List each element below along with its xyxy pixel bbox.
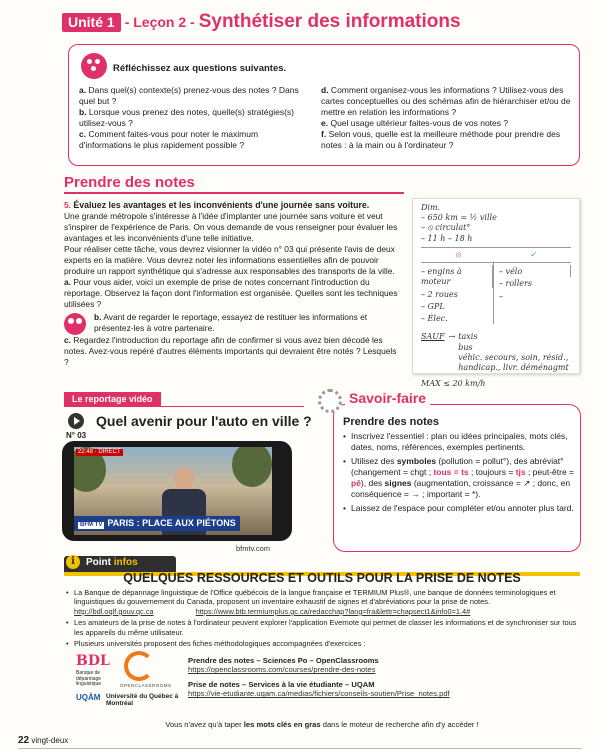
reflection-box [68,44,580,166]
notes-item: taxis [458,332,478,342]
resources-list [66,588,580,651]
page-title: Synthétiser des informations [198,11,461,32]
resource-link[interactable]: https://www.btb.termiumplus.gc.ca/redacchap?lang=fra&lettr=chapsect1&info0=1.4# [195,606,471,616]
resource-item: • Plusieurs universités proposent des fiches méthodologiques accompagnées d'exercices : [66,639,580,648]
openclassrooms-logo [124,651,154,681]
video-thumbnail[interactable] [62,441,292,541]
reference-title: Prendre des notes – Sciences Po – OpenClassrooms [188,656,379,665]
search-tip: Vous n'avez qu'à taper les mots clés en gras dans le moteur de recherche afin d'y accéder ! [165,720,479,729]
bdl-logo-caption: Banque de dépannage linguistique [76,670,102,687]
section-title: Prendre des notes [64,174,195,191]
notes-columns [421,262,571,324]
notes-item: – 2 roues [421,289,458,299]
info-icon: i [66,555,80,569]
point-infos-label: Point infos [86,557,138,568]
video-screen [74,447,272,535]
video-number: N° 03 [66,431,87,440]
video-section-label: Le reportage vidéo [64,392,161,407]
notes-item: bus [458,342,473,352]
bdl-logo: BDL [76,653,110,669]
lesson-header [62,10,461,33]
notes-symbols [421,247,571,260]
reference-link[interactable]: https://openclassrooms.com/courses/prendre-des-notes [188,665,376,675]
question-b: b. Lorsque vous prenez des notes, quelle(s) stratégies(s) utilisez-vous ? [79,107,294,129]
notes-item: – rollers [499,279,532,289]
notes-item: – GPL [421,301,445,311]
bfm-logo: BFM TV [80,521,103,528]
reference-title: Prise de notes – Services à la vie étudiante – UQAM [188,680,375,689]
tip-item: • Utilisez des symboles (pollution = pollut°), des abréviat° (changement = chgt ; tous = ts ; toujours = tjs ; peut-être = pê), des signes (augmentation, croissance = ↗ ; donc, en conséquence = → ; important = *). [343,456,575,500]
live-badge: 22:48 · DIRECT [78,449,121,455]
question-a: a. Dans quel(s) contexte(s) prenez-vous des notes ? Dans quel but ? [79,85,299,107]
reflection-questions-right [321,85,571,151]
resource-item: • La Banque de dépannage linguistique de l'Office québécois de la langue française et TERMIUM Plus®, une banque de données terminologiques et linguistiques du gouvernement du Canada, proposent un inventaire exhaustif de signes et d'abréviations pour la prise de notes. http://bdl.oqlf.gouv.qc.ca https://www.btb.termiumplus.gc.ca/redacchap?lang=fra&lettr=chapsect1&info0=1.4# [66,588,580,616]
notes-line: – ⦸ circulat° [421,223,471,233]
gear-icon [318,389,342,413]
video-banner-text: PARIS : PLACE AUX PIÉTONS [107,517,236,528]
reflection-title: Réfléchissez aux questions suivantes. [113,63,287,74]
handwritten-notes-card [412,198,580,389]
forbidden-icon: ⦸ [455,249,461,259]
page-number: 22 vingt-deux [18,735,69,746]
reference-openclassrooms [188,656,379,675]
video-banner [74,516,240,531]
video-source: bfmtv.com [236,544,271,553]
notes-allowed-list [494,263,571,324]
institution-logos [76,651,186,715]
openclassrooms-caption: OPENCLASSROOMS [120,683,172,688]
resource-link[interactable]: http://bdl.oqlf.gouv.qc.ca [74,606,154,616]
resources-title: QUELQUES RESSOURCES ET OUTILS POUR LA PRISE DE NOTES [123,571,521,585]
notes-item: – [499,291,503,301]
question-f: f. Selon vous, quelle est la meilleure méthode pour prendre des notes : à la main ou à l'ordinateur ? [321,129,561,151]
exercise-paragraph-2: Pour réaliser cette tâche, vous devrez visionner la vidéo n° 03 qui présente l'avis de deux experts en la matière. Vous devrez noter les informations essentielles afin de pouvoir produire un rapport synthétique qui s'adresse aux responsables des transports de la ville. [64,244,395,277]
notes-item: véhic. secours, soin, résid., handicap., livr. déménagmt [458,352,569,373]
exercise-item-a: a. Pour vous aider, voici un exemple de prise de notes concernant l'introduction du reportage. Observez la façon dont l'information est organisée. Quelles sont les techniques utilisées ? [64,276,398,309]
savoir-faire-subtitle: Prendre des notes [343,416,439,428]
check-icon: ✓ [529,249,537,259]
exercise-item-b: b. Avant de regarder le reportage, essayez de restituer les informations et présentez-les à votre partenaire. [94,311,368,333]
notes-item: – engins à moteur [421,265,493,287]
unit-badge: Unité 1 [62,13,121,32]
notes-max-speed: MAX ≤ 20 km/h [421,379,486,389]
question-e: e. Quel usage ultérieur faites-vous de vos notes ? [321,118,509,129]
savoir-faire-list [343,431,575,517]
notes-item: – vélo [499,265,571,277]
exercise-item-b-row [64,312,402,335]
notes-forbidden-list [421,263,494,324]
section-divider [64,192,404,194]
video-title: Quel avenir pour l'auto en ville ? [96,413,312,429]
lesson-label: - Leçon 2 - [124,14,195,30]
exercise-item-c: c. Regardez l'introduction du reportage afin de confirmer si vous avez bien décodé les notes. Avez-vous repéré d'autres éléments importants qui devraient être notés ? Lesquels ? [64,334,397,367]
tip-item: • Laissez de l'espace pour compléter et/ou annoter plus tard. [343,503,575,514]
arrow-icon: → [448,332,456,342]
resource-item: • Les amateurs de la prise de notes à l'ordinateur peuvent explorer l'application Evernote qui permet de classer les informations et de synchroniser sur tous les appareils du même utilisateur. [66,618,580,637]
reflection-questions-left [79,85,305,151]
question-c: c. Comment faites-vous pour noter le maximum d'informations le plus rapidement possible ? [79,129,259,151]
uqam-caption: Université du Québec à Montréal [106,693,179,708]
page-footer-line [18,748,582,749]
reference-link[interactable]: https://vie-etudiante.uqam.ca/medias/fichiers/conseils-soutien/Prise_notes.pdf [188,689,450,699]
notes-sauf: SAUF [421,332,445,342]
tip-item: • Inscrivez l'essentiel : plan ou idées principales, mots clés, dates, noms, références, exemples pertinents. [343,431,575,453]
exercise-5 [64,200,402,367]
video-divider [64,406,304,407]
notes-line: – 11 h – 18 h [421,233,473,243]
savoir-faire-title: Savoir-faire [345,390,430,407]
tree-shape [232,447,272,487]
exercise-paragraph-1: Une grande métropole s'intéresse à l'idée d'implanter une journée sans voiture et veut s'inspirer de l'expérience de Paris. On vous demande de vous renseigner pour évaluer les avantages et les inconvénients d'une telle initiative. [64,211,398,244]
group-discussion-icon [81,53,107,79]
partner-work-icon [64,313,86,335]
question-d: d. Comment organisez-vous les informations ? Utilisez-vous des cartes conceptuelles ou des schémas afin de hiérarchiser et/ou de mettre en relation les informations ? [321,85,571,118]
notes-exceptions [421,332,571,373]
play-icon[interactable] [68,413,84,429]
reference-uqam [188,680,450,699]
exercise-question: 5. Évaluez les avantages et les inconvénients d'une journée sans voiture. [64,200,370,210]
notes-line: – 650 km = ½ ville [421,213,497,223]
notes-line: Dim. [421,203,441,212]
notes-item: – Élec. [421,314,448,324]
uqam-logo: UQÀM [76,693,101,702]
